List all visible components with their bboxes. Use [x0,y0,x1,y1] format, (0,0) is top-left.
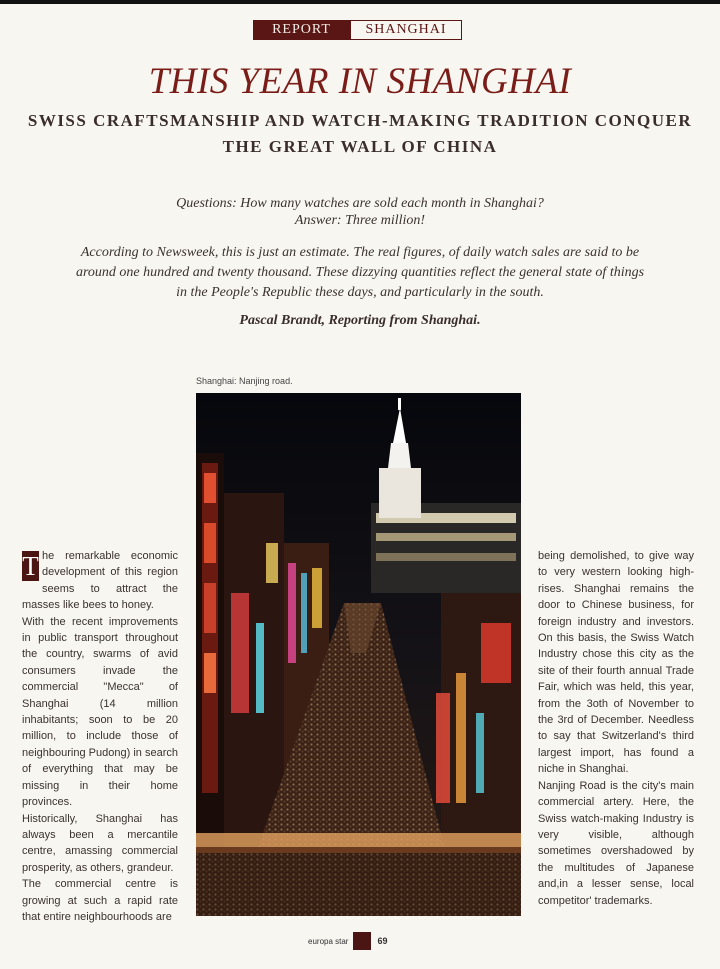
body-column-right [538,548,694,909]
body-column-left [22,548,178,925]
paragraph-3: Historically, Shanghai has always been a mercantile centre, amassing commercial prosperity, as others, grandeur. [22,812,178,874]
byline: Pascal Brandt, Reporting from Shanghai. [239,313,481,328]
page-number: 69 [377,936,388,946]
section-kicker [253,20,462,40]
paragraph-6: Nanjing Road is the city's main commercial artery. Here, the Swiss watch-making Industry is very visible, although sometimes overshadowed by the multitudes of Japanese and,in a lesser sense, local competitor' trademarks. [538,779,694,907]
paragraph-1 [22,548,178,614]
footer-square [353,932,371,950]
lead-intro: According to Newsweek, this is just an estimate. The real figures, of daily watch sales are said to be around one hundred and twenty thousand. These dizzying quantities reflect the general state of things in the People's Republic these days, and particularly in the south. [75,245,645,300]
paragraph-5: being demolished, to give way to very western looking high-rises. Shanghai remains the door to Chinese business, for foreign industry and investors. On this basis, the Swiss Watch Industry chose this city as the site of their fourth annual Trade Fair, which was held, this year, from the 3oth of November to the 3rd of December. Needless to say that Switzerland's third largest import, has found a niche in Shanghai. [538,550,694,776]
topic-label: SHANGHAI [350,20,462,40]
paragraph-1-text: he remarkable economic development of this region seems to attract the masses like bees to honey. [22,550,178,612]
article-subtitle: SWISS CRAFTSMANSHIP AND WATCH-MAKING TRADITION CONQUER THE GREAT WALL OF CHINA [27,111,693,156]
section-label: REPORT [253,20,350,40]
lead-answer: Answer: Three million! [294,213,426,228]
drop-cap: T [22,551,39,581]
nanjing-road-photo [196,393,521,916]
publication-name: europa star [308,936,349,946]
top-rule [0,0,720,4]
lead-qa [0,195,720,229]
photo-caption: Shanghai: Nanjing road. [196,376,293,386]
paragraph-2: With the recent improvements in public transport throughout the country, swarms of avid consumers invade the commercial "Mecca" of Shanghai (14 million inhabitants; soon to be 20 million, to include those of neighbouring Pudong) in search of everything that may be missing in their home provinces. [22,615,178,809]
paragraph-4: The commercial centre is growing at such a rapid rate that entire neighbourhoods are [22,878,178,923]
lead-question: Questions: How many watches are sold each month in Shanghai? [176,196,544,211]
article-title: THIS YEAR IN SHANGHAI [148,61,572,102]
page-footer [308,932,387,950]
